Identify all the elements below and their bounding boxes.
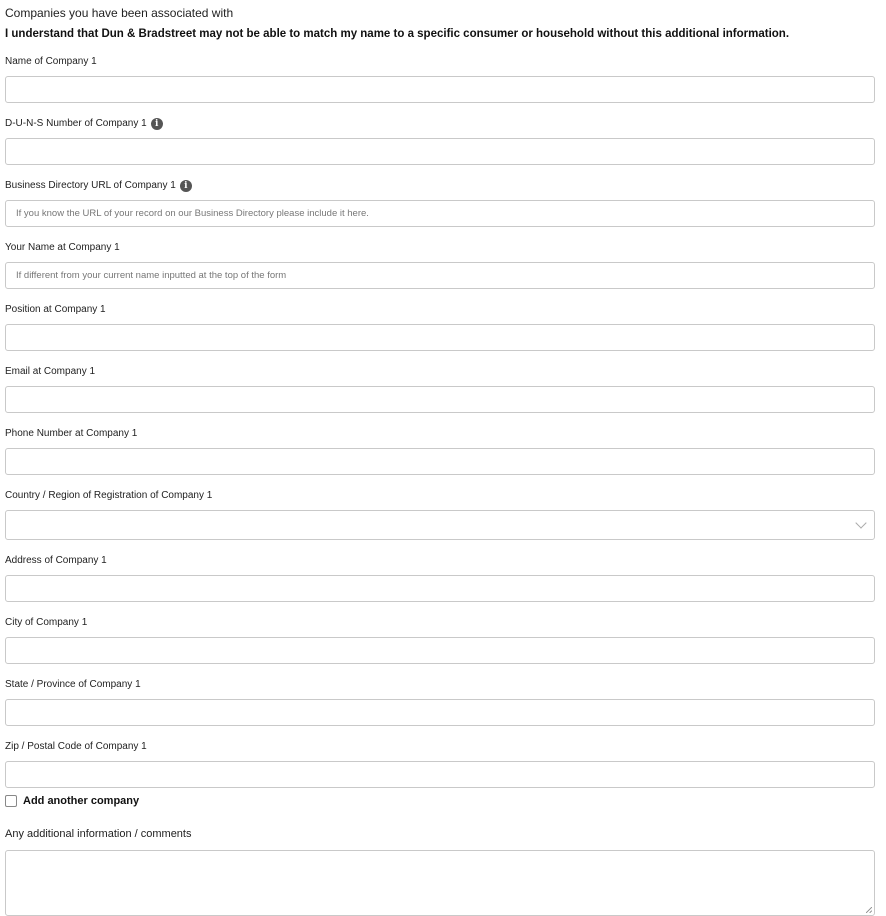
- form-field-your-name-at-company-1: [5, 240, 875, 302]
- field-label-text: Address of Company 1: [5, 555, 107, 566]
- add-another-company-checkbox[interactable]: [5, 795, 17, 807]
- field-label-text: State / Province of Company 1: [5, 679, 141, 690]
- form-field-state-province-of-company-1: [5, 677, 875, 739]
- comments-label: Any additional information / comments: [5, 828, 192, 840]
- form-field-country-region-of-registration-of-company-1: [5, 488, 875, 553]
- field-label: [5, 54, 875, 70]
- field-label-text: Email at Company 1: [5, 366, 96, 377]
- field-label: [5, 178, 875, 194]
- field-label: [5, 426, 875, 442]
- form-field-address-of-company-1: [5, 553, 875, 615]
- field-label: [5, 553, 875, 569]
- field-label: [5, 116, 875, 132]
- field-label: [5, 302, 875, 318]
- field-label: [5, 364, 875, 380]
- field-label: [5, 615, 875, 631]
- position-at-company-1-input[interactable]: [5, 324, 875, 351]
- field-label-text: Business Directory URL of Company 1: [5, 180, 176, 191]
- field-label: [5, 240, 875, 256]
- field-label-text: Phone Number at Company 1: [5, 428, 138, 439]
- email-at-company-1-input[interactable]: [5, 386, 875, 413]
- comments-textarea[interactable]: [5, 850, 875, 916]
- field-label-text: Zip / Postal Code of Company 1: [5, 741, 147, 752]
- form-field-city-of-company-1: [5, 615, 875, 677]
- field-label-text: Country / Region of Registration of Company 1: [5, 490, 213, 501]
- form-field-d-u-n-s-number-of-company-1: [5, 116, 875, 178]
- add-another-company-label: Add another company: [23, 795, 140, 807]
- d-u-n-s-number-of-company-1-input[interactable]: [5, 138, 875, 165]
- disclaimer-text: I understand that Dun & Bradstreet may not be able to match my name to a specific consumer or household without this additional information.: [5, 28, 790, 40]
- city-of-company-1-input[interactable]: [5, 637, 875, 664]
- input-placeholder: If you know the URL of your record on our Business Directory please include it here.: [16, 208, 369, 219]
- chevron-down-icon: [855, 517, 866, 528]
- form-field-business-directory-url-of-company-1: [5, 178, 875, 240]
- your-name-at-company-1-input[interactable]: [5, 262, 875, 289]
- field-label: [5, 739, 875, 755]
- field-label-text: Name of Company 1: [5, 56, 97, 67]
- input-placeholder: If different from your current name inputted at the top of the form: [16, 270, 287, 281]
- fields-list: [5, 54, 875, 801]
- form-field-phone-number-at-company-1: [5, 426, 875, 488]
- name-of-company-1-input[interactable]: [5, 76, 875, 103]
- state-province-of-company-1-input[interactable]: [5, 699, 875, 726]
- section-heading: Companies you have been associated with: [5, 6, 234, 20]
- field-label-text: D-U-N-S Number of Company 1: [5, 118, 147, 129]
- field-label-text: Position at Company 1: [5, 304, 106, 315]
- form-field-name-of-company-1: [5, 54, 875, 116]
- resize-handle-icon[interactable]: [866, 907, 872, 913]
- address-of-company-1-input[interactable]: [5, 575, 875, 602]
- field-label-text: Your Name at Company 1: [5, 242, 120, 253]
- phone-number-at-company-1-input[interactable]: [5, 448, 875, 475]
- form-field-email-at-company-1: [5, 364, 875, 426]
- field-label: [5, 488, 875, 504]
- zip-postal-code-of-company-1-input[interactable]: [5, 761, 875, 788]
- field-label-text: City of Company 1: [5, 617, 88, 628]
- business-directory-url-of-company-1-input[interactable]: [5, 200, 875, 227]
- info-icon[interactable]: i: [180, 180, 192, 192]
- add-another-company-checkbox-row[interactable]: [5, 795, 139, 807]
- info-icon[interactable]: i: [151, 118, 163, 130]
- country-region-of-registration-of-company-1-select[interactable]: [5, 510, 875, 540]
- form-field-position-at-company-1: [5, 302, 875, 364]
- form-field-zip-postal-code-of-company-1: [5, 739, 875, 801]
- field-label: [5, 677, 875, 693]
